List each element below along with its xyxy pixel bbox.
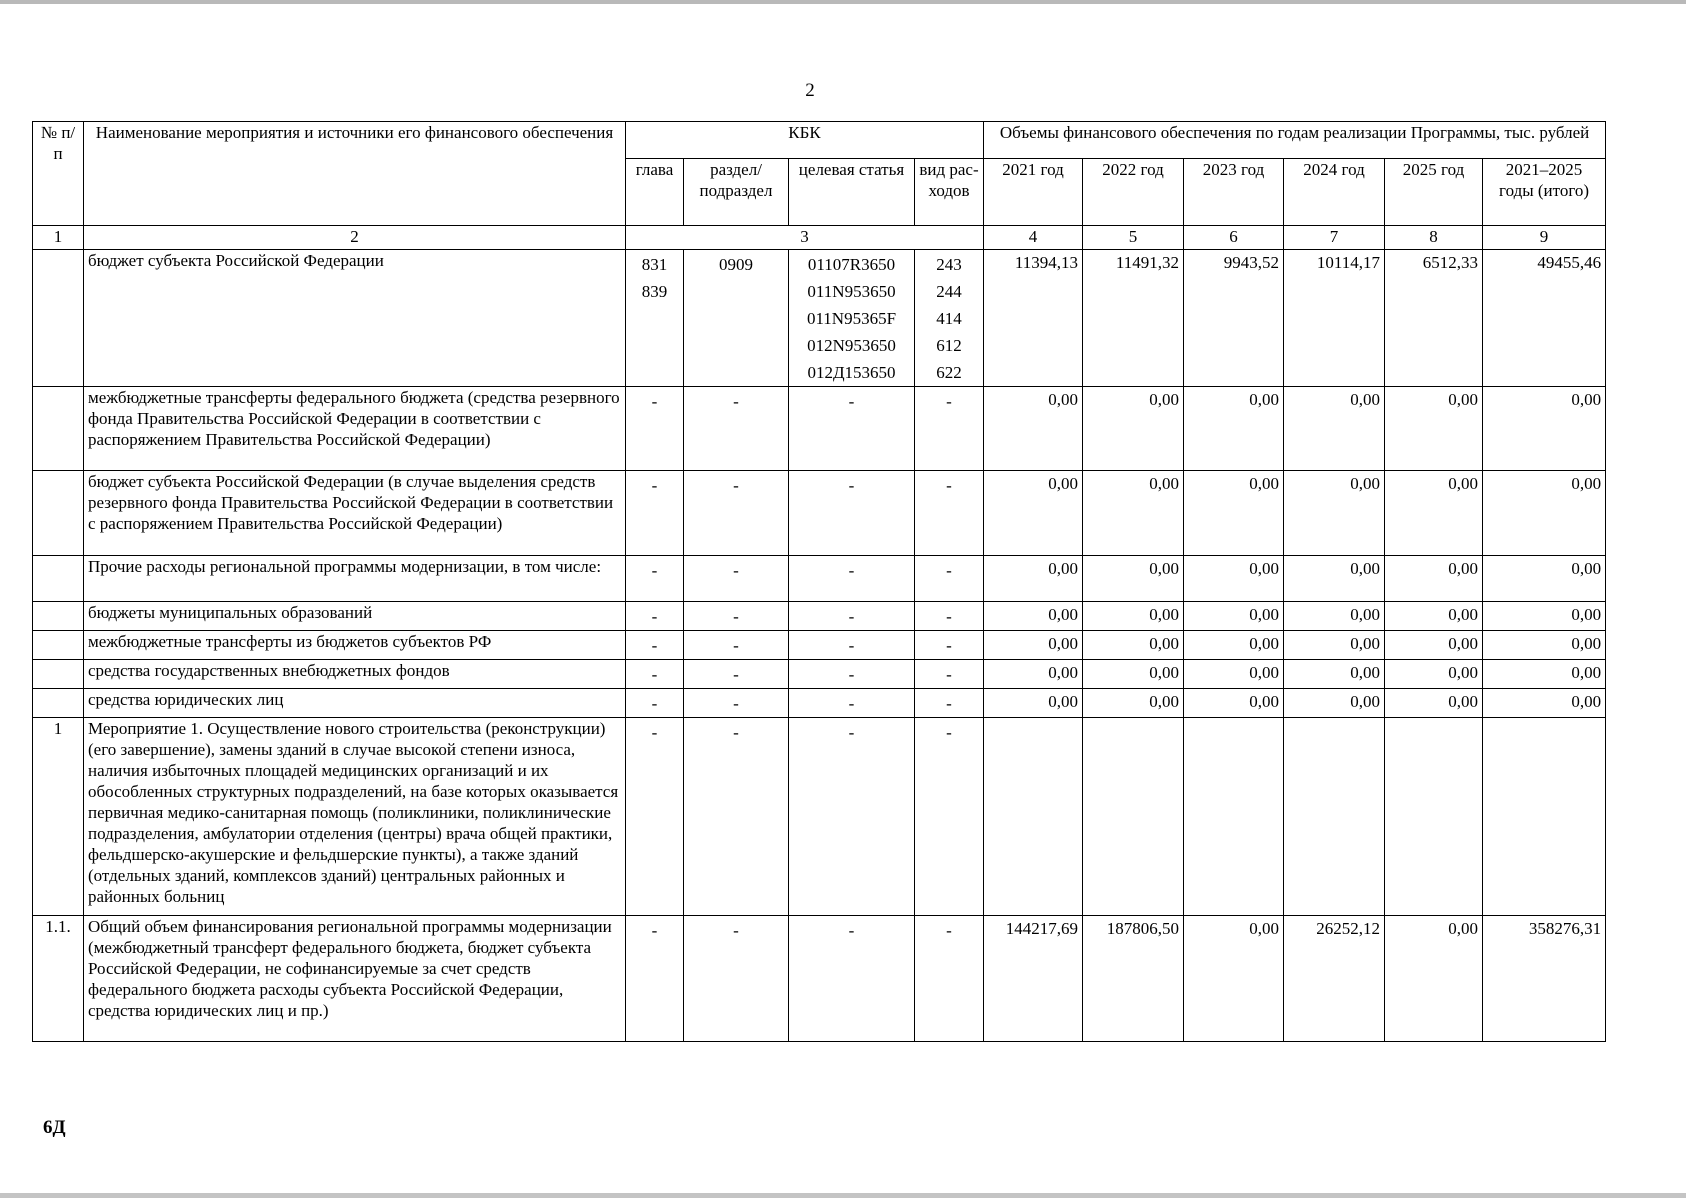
kbk-vid (915, 602, 984, 631)
kbk-glava (626, 916, 684, 1042)
value-2025: 0,00 (1385, 689, 1483, 718)
table-row (33, 718, 1606, 916)
value-total: 0,00 (1483, 689, 1606, 718)
kbk-glava-line: - (651, 694, 658, 713)
kbk-glava-line: - (651, 723, 658, 742)
value-2022: 0,00 (1083, 387, 1184, 471)
kbk-vid-line: - (946, 476, 952, 495)
kbk-celevaya-line: 011N95365F (806, 309, 897, 328)
header-no: № п/п (33, 122, 84, 226)
value-2022: 187806,50 (1083, 916, 1184, 1042)
kbk-celevaya-line: - (848, 921, 855, 940)
row-number (33, 387, 84, 471)
kbk-razdel (684, 387, 789, 471)
kbk-celevaya (789, 660, 915, 689)
value-total: 49455,46 (1483, 250, 1606, 387)
value-total: 0,00 (1483, 660, 1606, 689)
header-celevaya: целевая статья (789, 159, 915, 226)
row-name: межбюджетные трансферты федерального бюджета (средства резервного фонда Правительства Российской Федерации в соответствии с распоряжением Правительства Российской Федерации) (84, 387, 626, 471)
row-number (33, 250, 84, 387)
kbk-razdel (684, 631, 789, 660)
row-name: бюджет субъекта Российской Федерации (в случае выделения средств резервного фонда Правительства Российской Федерации в соответствии с распоряжением Правительства Российской Федерации) (84, 471, 626, 556)
header-vid: вид рас- ходов (915, 159, 984, 226)
row-number (33, 660, 84, 689)
financing-table (32, 121, 1606, 1042)
kbk-celevaya-line: - (848, 607, 855, 626)
row-name: средства юридических лиц (84, 689, 626, 718)
row-name: средства государственных внебюджетных фондов (84, 660, 626, 689)
kbk-razdel (684, 689, 789, 718)
row-name: Мероприятие 1. Осуществление нового строительства (реконструкции) (его завершение), замены зданий в случае высокой степени износа, наличия избыточных площадей медицинских организаций и их обособленных структурных подразделений, на базе которых оказывается первичная медико-санитарная помощь (поликлиники, поликлинические подразделения, амбулатории отделения (центры) врача общей практики, фельдшерско-акушерские и фельдшерские пункты), а также зданий (отдельных зданий, комплексов зданий) центральных районных и районных больниц (84, 718, 626, 916)
value-2021: 0,00 (984, 660, 1083, 689)
kbk-vid-line: - (946, 665, 952, 684)
value-2022: 11491,32 (1083, 250, 1184, 387)
col-number-8: 8 (1385, 226, 1483, 250)
kbk-vid-line: - (946, 921, 952, 940)
footer-mark: 6Д (43, 1117, 66, 1138)
value-2023: 0,00 (1184, 387, 1284, 471)
kbk-celevaya (789, 718, 915, 916)
header-year-2023: 2023 год (1184, 159, 1284, 226)
row-number (33, 471, 84, 556)
value-2025: 0,00 (1385, 660, 1483, 689)
kbk-vid (915, 387, 984, 471)
row-number: 1.1. (33, 916, 84, 1042)
header-name: Наименование мероприятия и источники его финансового обеспечения (84, 122, 626, 226)
col-number-4: 4 (984, 226, 1083, 250)
kbk-vid (915, 471, 984, 556)
table-row (33, 387, 1606, 471)
value-2023: 0,00 (1184, 556, 1284, 602)
header-kbk: КБК (626, 122, 984, 159)
kbk-vid-line: - (946, 636, 952, 655)
value-2023: 0,00 (1184, 471, 1284, 556)
table-row (33, 250, 1606, 387)
scan-edge-bottom (0, 1193, 1686, 1198)
header-year-2021: 2021 год (984, 159, 1083, 226)
column-number-row (33, 226, 1606, 250)
kbk-celevaya-line: 012N953650 (807, 336, 896, 355)
col-number-5: 5 (1083, 226, 1184, 250)
value-2024: 0,00 (1284, 471, 1385, 556)
kbk-glava (626, 387, 684, 471)
kbk-celevaya (789, 250, 915, 387)
value-2025: 0,00 (1385, 387, 1483, 471)
value-2024 (1284, 718, 1385, 916)
kbk-celevaya-line: - (848, 636, 855, 655)
value-2025 (1385, 718, 1483, 916)
kbk-glava (626, 602, 684, 631)
value-2023: 0,00 (1184, 602, 1284, 631)
kbk-vid (915, 556, 984, 602)
value-2025: 0,00 (1385, 602, 1483, 631)
value-2024: 0,00 (1284, 631, 1385, 660)
value-2022: 0,00 (1083, 471, 1184, 556)
value-2021: 0,00 (984, 689, 1083, 718)
value-2025: 0,00 (1385, 916, 1483, 1042)
kbk-glava-line: 839 (641, 282, 668, 301)
kbk-vid-line: 612 (936, 336, 962, 355)
value-total: 0,00 (1483, 602, 1606, 631)
row-name: Общий объем финансирования региональной программы модернизации (межбюджетный трансферт федерального бюджета, бюджет субъекта Российской Федерации, не софинансируемые за счет средств федерального бюджета расходы субъекта Российской Федерации, средства юридических лиц и пр.) (84, 916, 626, 1042)
table-row (33, 916, 1606, 1042)
kbk-celevaya (789, 556, 915, 602)
kbk-glava-line: 831 (641, 255, 668, 274)
value-total (1483, 718, 1606, 916)
kbk-celevaya-line: - (848, 694, 855, 713)
header-year-2024: 2024 год (1284, 159, 1385, 226)
header-year-total: 2021–2025 годы (итого) (1483, 159, 1606, 226)
kbk-glava-line: - (651, 921, 658, 940)
row-name: бюджет субъекта Российской Федерации (84, 250, 626, 387)
value-2022: 0,00 (1083, 556, 1184, 602)
kbk-glava (626, 471, 684, 556)
value-total: 0,00 (1483, 387, 1606, 471)
value-total: 0,00 (1483, 471, 1606, 556)
value-2021: 0,00 (984, 387, 1083, 471)
kbk-razdel (684, 556, 789, 602)
row-number (33, 556, 84, 602)
kbk-razdel-line: - (733, 921, 739, 940)
value-2024: 0,00 (1284, 387, 1385, 471)
kbk-vid-line: 244 (936, 282, 962, 301)
row-name: бюджеты муниципальных образований (84, 602, 626, 631)
kbk-razdel (684, 250, 789, 387)
value-2025: 0,00 (1385, 556, 1483, 602)
kbk-vid-line: 243 (936, 255, 962, 274)
row-name: Прочие расходы региональной программы модернизации, в том числе: (84, 556, 626, 602)
value-2023: 0,00 (1184, 916, 1284, 1042)
kbk-celevaya (789, 916, 915, 1042)
kbk-glava-line: - (651, 561, 658, 580)
col-number-7: 7 (1284, 226, 1385, 250)
kbk-razdel (684, 916, 789, 1042)
kbk-razdel-line: - (733, 476, 739, 495)
kbk-razdel-line: 0909 (719, 255, 753, 274)
kbk-celevaya-line: - (848, 665, 855, 684)
row-name: межбюджетные трансферты из бюджетов субъектов РФ (84, 631, 626, 660)
kbk-celevaya (789, 689, 915, 718)
kbk-razdel-line: - (733, 607, 739, 626)
kbk-vid-line: - (946, 392, 952, 411)
header-glava: глава (626, 159, 684, 226)
kbk-vid (915, 916, 984, 1042)
value-2022 (1083, 718, 1184, 916)
kbk-celevaya-line: - (848, 561, 855, 580)
kbk-celevaya-line: 012Д153650 (807, 363, 896, 382)
kbk-glava-line: - (651, 607, 658, 626)
kbk-razdel-line: - (733, 636, 739, 655)
value-2021: 144217,69 (984, 916, 1083, 1042)
kbk-razdel-line: - (733, 561, 739, 580)
kbk-celevaya (789, 602, 915, 631)
kbk-razdel (684, 718, 789, 916)
col-number-6: 6 (1184, 226, 1284, 250)
kbk-vid-line: - (946, 607, 952, 626)
kbk-razdel (684, 660, 789, 689)
row-number: 1 (33, 718, 84, 916)
table-row (33, 689, 1606, 718)
value-2023 (1184, 718, 1284, 916)
col-number-2: 2 (84, 226, 626, 250)
value-2021: 0,00 (984, 602, 1083, 631)
kbk-razdel (684, 602, 789, 631)
value-2021: 0,00 (984, 556, 1083, 602)
kbk-vid (915, 660, 984, 689)
kbk-razdel-line: - (733, 723, 739, 742)
value-2021: 11394,13 (984, 250, 1083, 387)
col-number-1: 1 (33, 226, 84, 250)
kbk-glava-line: - (651, 665, 658, 684)
col-number-3: 3 (626, 226, 984, 250)
value-2024: 26252,12 (1284, 916, 1385, 1042)
kbk-vid-line: - (946, 561, 952, 580)
kbk-glava (626, 689, 684, 718)
value-2022: 0,00 (1083, 660, 1184, 689)
header-razdel: раздел/ подраздел (684, 159, 789, 226)
kbk-glava-line: - (651, 636, 658, 655)
kbk-razdel-line: - (733, 665, 739, 684)
kbk-celevaya (789, 387, 915, 471)
value-2023: 0,00 (1184, 689, 1284, 718)
table-row (33, 471, 1606, 556)
value-2021: 0,00 (984, 471, 1083, 556)
value-2025: 0,00 (1385, 471, 1483, 556)
value-total: 0,00 (1483, 631, 1606, 660)
kbk-celevaya-line: 01107R3650 (807, 255, 896, 274)
row-number (33, 631, 84, 660)
header-year-2022: 2022 год (1083, 159, 1184, 226)
table-row (33, 602, 1606, 631)
kbk-celevaya (789, 471, 915, 556)
value-2023: 0,00 (1184, 660, 1284, 689)
header-year-2025: 2025 год (1385, 159, 1483, 226)
header-row-1 (33, 122, 1606, 159)
col-number-9: 9 (1483, 226, 1606, 250)
kbk-vid-line: - (946, 723, 952, 742)
value-2021 (984, 718, 1083, 916)
kbk-glava (626, 556, 684, 602)
kbk-vid (915, 631, 984, 660)
value-2021: 0,00 (984, 631, 1083, 660)
value-2023: 9943,52 (1184, 250, 1284, 387)
table-row (33, 631, 1606, 660)
kbk-glava (626, 660, 684, 689)
kbk-razdel (684, 471, 789, 556)
value-2024: 0,00 (1284, 689, 1385, 718)
value-2024: 0,00 (1284, 556, 1385, 602)
kbk-celevaya-line: - (848, 392, 855, 411)
value-2025: 6512,33 (1385, 250, 1483, 387)
kbk-glava (626, 718, 684, 916)
kbk-celevaya-line: 011N953650 (807, 282, 896, 301)
value-total: 0,00 (1483, 556, 1606, 602)
value-2022: 0,00 (1083, 602, 1184, 631)
kbk-glava-line: - (651, 476, 658, 495)
value-2024: 0,00 (1284, 660, 1385, 689)
kbk-vid-line: 414 (936, 309, 962, 328)
scan-edge-top (0, 0, 1686, 4)
value-2023: 0,00 (1184, 631, 1284, 660)
value-2022: 0,00 (1083, 689, 1184, 718)
kbk-razdel-line: - (733, 694, 739, 713)
kbk-glava (626, 250, 684, 387)
value-2022: 0,00 (1083, 631, 1184, 660)
table-row (33, 660, 1606, 689)
value-2025: 0,00 (1385, 631, 1483, 660)
kbk-vid (915, 689, 984, 718)
kbk-vid-line: - (946, 694, 952, 713)
kbk-celevaya-line: - (848, 476, 855, 495)
kbk-celevaya (789, 631, 915, 660)
table-row (33, 556, 1606, 602)
value-2024: 10114,17 (1284, 250, 1385, 387)
kbk-vid (915, 250, 984, 387)
kbk-celevaya-line: - (848, 723, 855, 742)
kbk-razdel-line: - (733, 392, 739, 411)
kbk-glava-line: - (651, 392, 658, 411)
page-number: 2 (805, 80, 815, 101)
row-number (33, 602, 84, 631)
value-2024: 0,00 (1284, 602, 1385, 631)
value-total: 358276,31 (1483, 916, 1606, 1042)
kbk-vid (915, 718, 984, 916)
kbk-vid-line: 622 (936, 363, 962, 382)
row-number (33, 689, 84, 718)
header-volumes: Объемы финансового обеспечения по годам реализации Программы, тыс. рублей (984, 122, 1606, 159)
kbk-glava (626, 631, 684, 660)
